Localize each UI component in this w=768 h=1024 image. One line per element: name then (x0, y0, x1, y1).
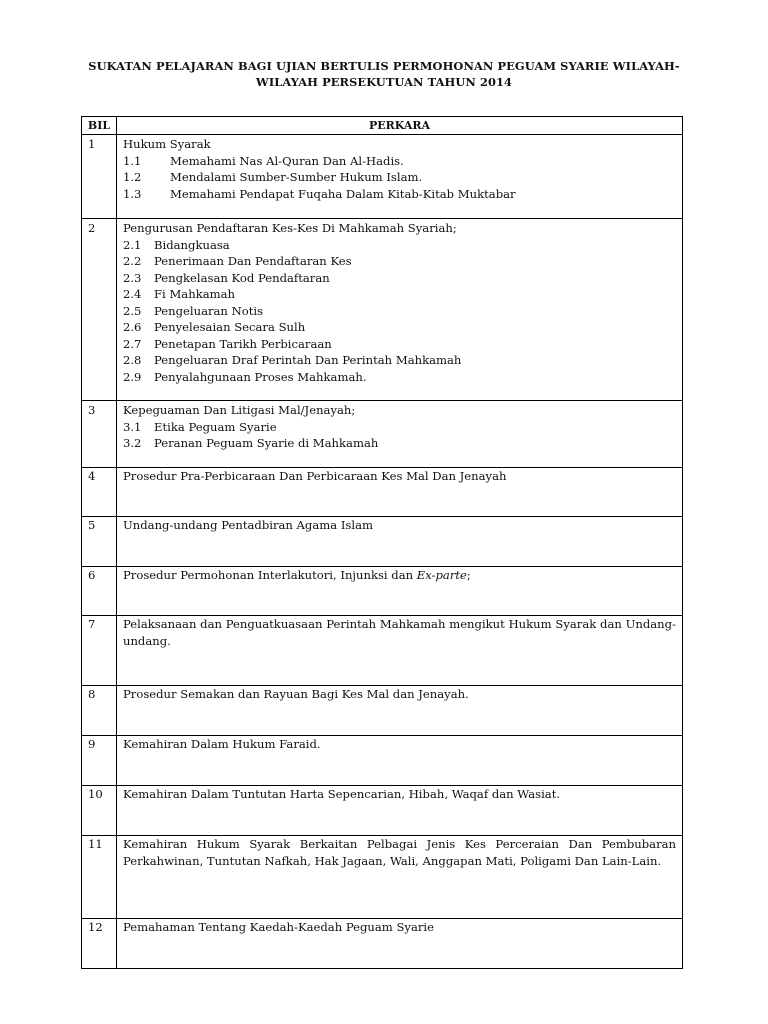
subtopic-text: Etika Peguam Syarie (154, 419, 277, 434)
table-row (82, 686, 683, 736)
row-content (117, 135, 683, 219)
topic-text-main: Prosedur Permohonan Interlakutori, Injunksi dan (123, 568, 417, 582)
row-number: 12 (82, 919, 117, 969)
subtopic-item (123, 270, 676, 287)
subtopic-number: 2.3 (123, 270, 142, 285)
table-row (82, 736, 683, 786)
syllabus-table (81, 116, 683, 969)
row-content (117, 219, 683, 401)
subtopic-item (123, 186, 676, 203)
document-title (60, 58, 708, 90)
header-bil: BIL (82, 117, 117, 135)
topic-text: Pelaksanaan dan Penguatkuasaan Perintah Mahkamah mengikut Hukum Syarak dan Undang-undang. (123, 617, 676, 648)
subtopic-item (123, 319, 676, 336)
table-row (82, 836, 683, 919)
topic-text (123, 567, 676, 584)
subtopic-item (123, 303, 676, 320)
subtopic-item (123, 153, 676, 170)
row-number: 11 (82, 836, 117, 919)
subtopic-number: 1.2 (123, 170, 142, 184)
header-perkara: PERKARA (117, 117, 683, 135)
subtopic-number: 3.2 (123, 436, 142, 450)
row-content (117, 836, 683, 919)
row-content (117, 468, 683, 517)
subtopic-text: Penyalahgunaan Proses Mahkamah. (154, 369, 367, 384)
row-number: 1 (82, 135, 117, 219)
topic-text: Kemahiran Dalam Tuntutan Harta Sepencarian, Hibah, Waqaf dan Wasiat. (123, 787, 561, 801)
title-line-2: WILAYAH PERSEKUTUAN TAHUN 2014 (255, 75, 513, 89)
subtopic-text: Peranan Peguam Syarie di Mahkamah (154, 436, 379, 450)
subtopic-text: Pengeluaran Draf Perintah Dan Perintah Mahkamah (154, 353, 462, 367)
row-number: 10 (82, 786, 117, 836)
topic-title: Pengurusan Pendaftaran Kes-Kes Di Mahkamah Syariah; (123, 221, 457, 235)
subtopic-text: Pengeluaran Notis (154, 303, 264, 318)
table-row (82, 919, 683, 969)
subtopic-item (123, 352, 676, 369)
row-number: 8 (82, 686, 117, 736)
subtopic-text: Memahami Pendapat Fuqaha Dalam Kitab-Kitab Muktabar (170, 186, 516, 201)
row-number: 3 (82, 401, 117, 468)
table-row (82, 219, 683, 401)
subtopic-item (123, 419, 676, 436)
subtopic-number: 1.1 (123, 153, 142, 168)
table-row (82, 616, 683, 686)
subtopic-item (123, 253, 676, 270)
row-content (117, 616, 683, 686)
subtopic-text: Memahami Nas Al-Quran Dan Al-Hadis. (170, 153, 404, 168)
row-content (117, 517, 683, 567)
table-row (82, 135, 683, 219)
subtopic-item (123, 435, 676, 452)
subtopic-number: 2.8 (123, 353, 142, 367)
row-content (117, 736, 683, 786)
table-row (82, 786, 683, 836)
title-line-1: SUKATAN PELAJARAN BAGI UJIAN BERTULIS PERMOHONAN PEGUAM SYARIE WILAYAH- (88, 59, 680, 73)
table-row (82, 401, 683, 468)
row-content (117, 919, 683, 969)
topic-text: Prosedur Semakan dan Rayuan Bagi Kes Mal dan Jenayah. (123, 687, 469, 701)
topic-text-italic: Ex-parte (416, 568, 467, 582)
topic-title: Hukum Syarak (123, 137, 211, 151)
subtopic-number: 2.7 (123, 336, 142, 351)
subtopic-item (123, 169, 676, 186)
topic-text: Undang-undang Pentadbiran Agama Islam (123, 518, 373, 532)
subtopic-number: 2.9 (123, 369, 142, 384)
subtopic-text: Penetapan Tarikh Perbicaraan (154, 336, 332, 351)
row-number: 7 (82, 616, 117, 686)
subtopic-text: Penyelesaian Secara Sulh (154, 320, 306, 334)
row-content (117, 401, 683, 468)
subtopic-number: 1.3 (123, 186, 142, 201)
subtopic-item (123, 369, 676, 386)
subtopic-item (123, 286, 676, 303)
subtopic-text: Penerimaan Dan Pendaftaran Kes (154, 254, 352, 268)
topic-text: Pemahaman Tentang Kaedah-Kaedah Peguam Syarie (123, 920, 434, 934)
subtopic-number: 2.1 (123, 237, 142, 252)
row-content (117, 686, 683, 736)
row-content (117, 567, 683, 616)
subtopic-text: Mendalami Sumber-Sumber Hukum Islam. (170, 170, 423, 184)
subtopic-text: Fi Mahkamah (154, 287, 235, 301)
topic-text-tail: ; (466, 568, 471, 582)
topic-text: Kemahiran Dalam Hukum Faraid. (123, 737, 321, 751)
row-number: 2 (82, 219, 117, 401)
topic-title: Kepeguaman Dan Litigasi Mal/Jenayah; (123, 403, 356, 417)
row-content (117, 786, 683, 836)
table-header-row (82, 117, 683, 135)
row-number: 9 (82, 736, 117, 786)
row-number: 6 (82, 567, 117, 616)
table-row (82, 567, 683, 616)
subtopic-text: Pengkelasan Kod Pendaftaran (154, 270, 330, 285)
subtopic-number: 3.1 (123, 419, 142, 434)
topic-text: Prosedur Pra-Perbicaraan Dan Perbicaraan Kes Mal Dan Jenayah (123, 469, 507, 483)
subtopic-number: 2.2 (123, 254, 142, 268)
table-row (82, 468, 683, 517)
subtopic-text: Bidangkuasa (154, 237, 230, 252)
subtopic-item (123, 237, 676, 254)
topic-text: Kemahiran Hukum Syarak Berkaitan Pelbagai Jenis Kes Perceraian Dan Pembubaran Perkahwinan, Tuntutan Nafkah, Hak Jagaan, Wali, Anggapan Mati, Poligami Dan Lain-Lain. (123, 837, 676, 868)
row-number: 4 (82, 468, 117, 517)
subtopic-item (123, 336, 676, 353)
subtopic-number: 2.5 (123, 303, 142, 318)
subtopic-number: 2.4 (123, 287, 142, 301)
table-row (82, 517, 683, 567)
row-number: 5 (82, 517, 117, 567)
subtopic-number: 2.6 (123, 320, 142, 334)
